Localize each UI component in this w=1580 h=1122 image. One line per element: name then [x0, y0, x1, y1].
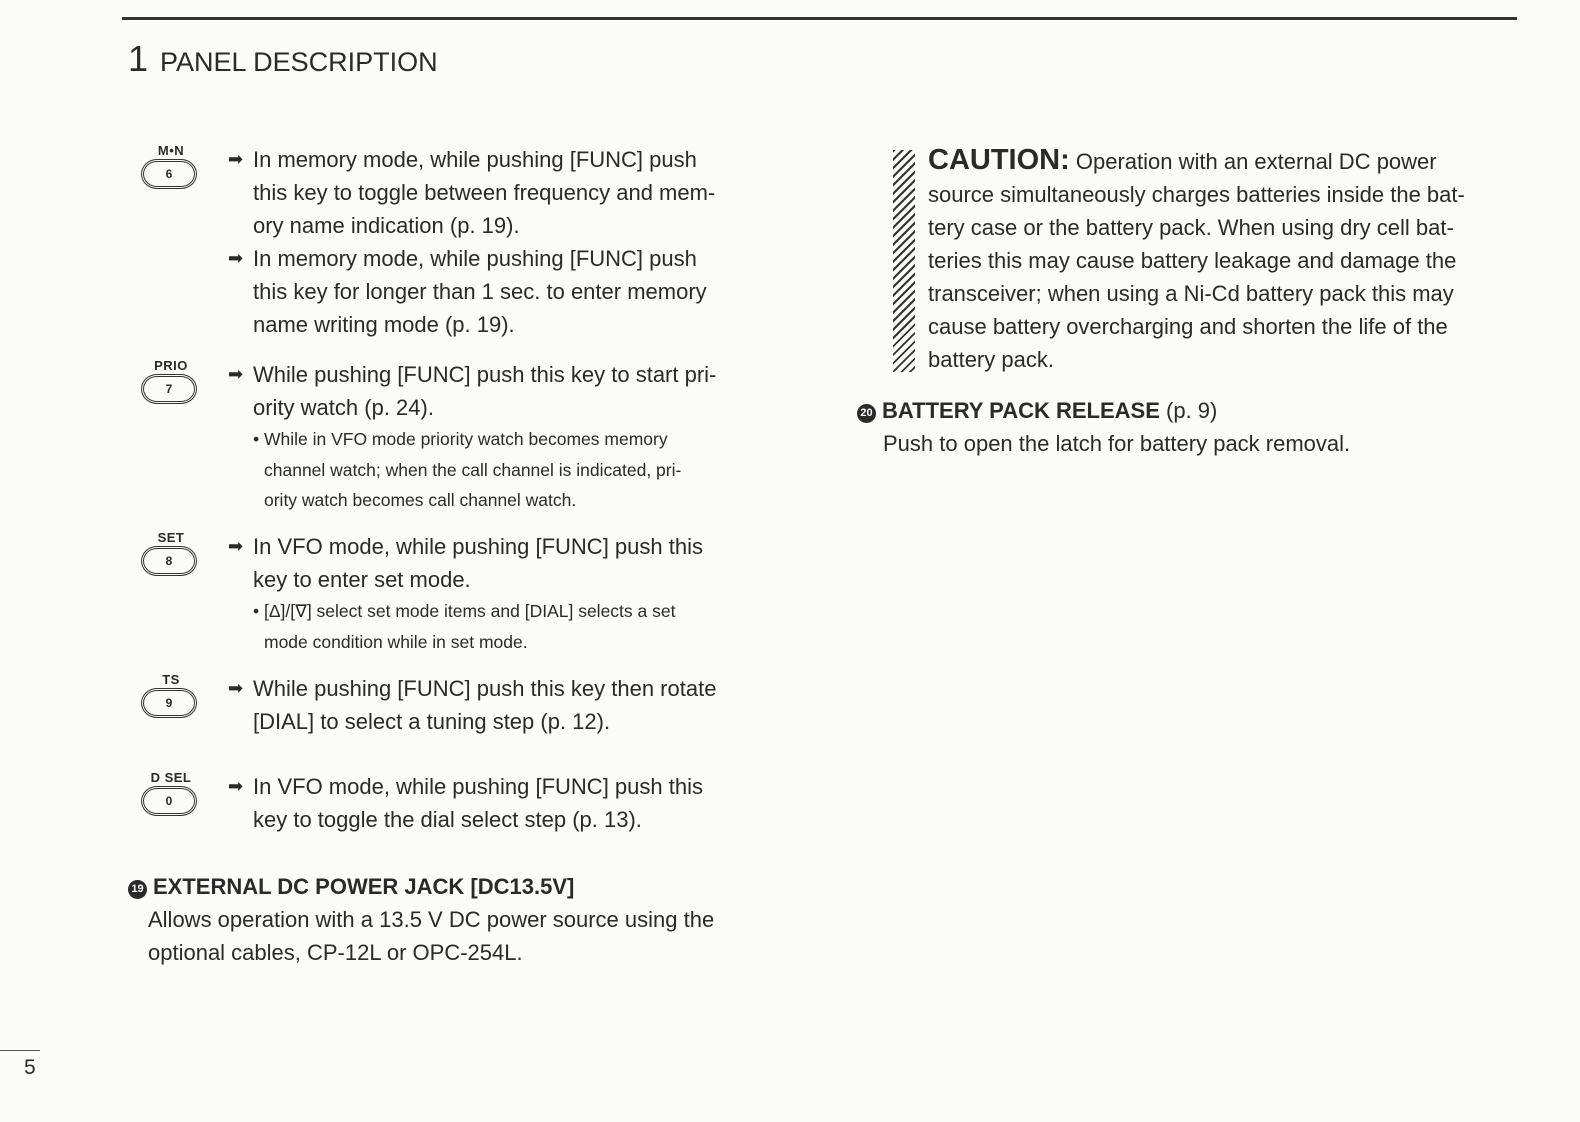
- description-line: ority watch (p. 24).: [253, 395, 434, 420]
- description-line: While pushing [FUNC] push this key to start pri-: [253, 362, 717, 387]
- caution-label: CAUTION:: [928, 144, 1070, 176]
- body-line: optional cables, CP-12L or OPC-254L.: [148, 940, 523, 965]
- description-line: In VFO mode, while pushing [FUNC] push this: [253, 774, 703, 799]
- key-function-label: D SEL: [150, 770, 192, 785]
- key-entry: [120, 143, 800, 341]
- key-button-icon: 8: [141, 546, 197, 576]
- description-row: [120, 770, 800, 803]
- section-external-dc-jack: [128, 870, 714, 969]
- description-line: ory name indication (p. 19).: [253, 213, 520, 238]
- item-number-badge: 20: [857, 404, 876, 423]
- description-row: [120, 358, 800, 391]
- arrow-bullet-icon: ➡: [228, 536, 244, 556]
- body-line: Push to open the latch for battery pack removal.: [883, 431, 1351, 456]
- section-battery-pack-release: [857, 394, 1350, 460]
- note-line: • [Δ]/[∇] select set mode items and [DIAL] selects a set: [253, 601, 676, 621]
- caution-box: [893, 144, 1523, 376]
- page-number: 5: [24, 1056, 36, 1079]
- arrow-bullet-icon: ➡: [228, 248, 244, 268]
- description-row: [120, 308, 800, 341]
- key-function-label: PRIO: [154, 358, 188, 373]
- key-button-icon: 0: [141, 786, 197, 816]
- description-line: this key to toggle between frequency and mem-: [253, 180, 716, 205]
- description-row: [120, 530, 800, 563]
- description-row: [120, 275, 800, 308]
- description-row: [120, 176, 800, 209]
- description-row: [120, 563, 800, 596]
- key-function-label: SET: [157, 530, 185, 545]
- section-heading: BATTERY PACK RELEASE: [882, 398, 1160, 423]
- note-line: channel watch; when the call channel is indicated, pri-: [264, 459, 682, 480]
- key-entry: [120, 770, 800, 836]
- key-button-icon: 6: [141, 159, 197, 189]
- arrow-bullet-icon: ➡: [228, 364, 244, 384]
- description-line: key to toggle the dial select step (p. 13).: [253, 807, 642, 832]
- footer-rule: [0, 1050, 40, 1051]
- key-entry: [120, 358, 800, 516]
- page-reference: (p. 9): [1159, 398, 1218, 423]
- description-line: In memory mode, while pushing [FUNC] push: [253, 147, 697, 172]
- note-line: ority watch becomes call channel watch.: [264, 490, 577, 510]
- arrow-bullet-icon: ➡: [228, 149, 244, 169]
- key-entry: [120, 530, 800, 657]
- caution-line: transceiver; when using a Ni-Cd battery pack this may: [928, 281, 1454, 306]
- caution-line: battery pack.: [928, 347, 1054, 372]
- caution-hatch-bar: [893, 150, 915, 372]
- caution-line: source simultaneously charges batteries inside the bat-: [928, 182, 1465, 207]
- description-row: [120, 242, 800, 275]
- description-row: [120, 391, 800, 424]
- section-heading: EXTERNAL DC POWER JACK [DC13.5V]: [153, 874, 575, 899]
- page-title: [128, 38, 438, 80]
- item-number-badge: 19: [128, 880, 147, 899]
- chapter-title: PANEL DESCRIPTION: [160, 47, 438, 77]
- key-entry: [120, 672, 800, 738]
- key-button-icon: 7: [141, 374, 197, 404]
- caution-line: teries this may cause battery leakage and damage the: [928, 248, 1457, 273]
- description-line: name writing mode (p. 19).: [253, 312, 515, 337]
- arrow-bullet-icon: ➡: [228, 678, 244, 698]
- description-line: While pushing [FUNC] push this key then rotate: [253, 676, 717, 701]
- description-line: [DIAL] to select a tuning step (p. 12).: [253, 709, 611, 734]
- header-rule: [122, 17, 1517, 20]
- caution-line: Operation with an external DC power: [1069, 149, 1437, 174]
- description-line: this key for longer than 1 sec. to enter memory: [253, 279, 707, 304]
- note-line: • While in VFO mode priority watch becomes memory: [253, 429, 668, 449]
- chapter-number: 1: [128, 38, 149, 79]
- description-row: [120, 672, 800, 705]
- description-row: [120, 209, 800, 242]
- note-line: mode condition while in set mode.: [264, 631, 528, 652]
- key-function-label: TS: [162, 672, 180, 687]
- description-line: In memory mode, while pushing [FUNC] push: [253, 246, 697, 271]
- key-button-icon: 9: [141, 688, 197, 718]
- description-row: [120, 705, 800, 738]
- key-function-label: M•N: [157, 143, 185, 158]
- caution-line: tery case or the battery pack. When using dry cell bat-: [928, 215, 1454, 240]
- description-line: key to enter set mode.: [253, 567, 471, 592]
- arrow-bullet-icon: ➡: [228, 776, 244, 796]
- caution-line: cause battery overcharging and shorten the life of the: [928, 314, 1448, 339]
- description-row: [120, 803, 800, 836]
- description-row: [120, 143, 800, 176]
- body-line: Allows operation with a 13.5 V DC power source using the: [148, 907, 715, 932]
- description-line: In VFO mode, while pushing [FUNC] push this: [253, 534, 703, 559]
